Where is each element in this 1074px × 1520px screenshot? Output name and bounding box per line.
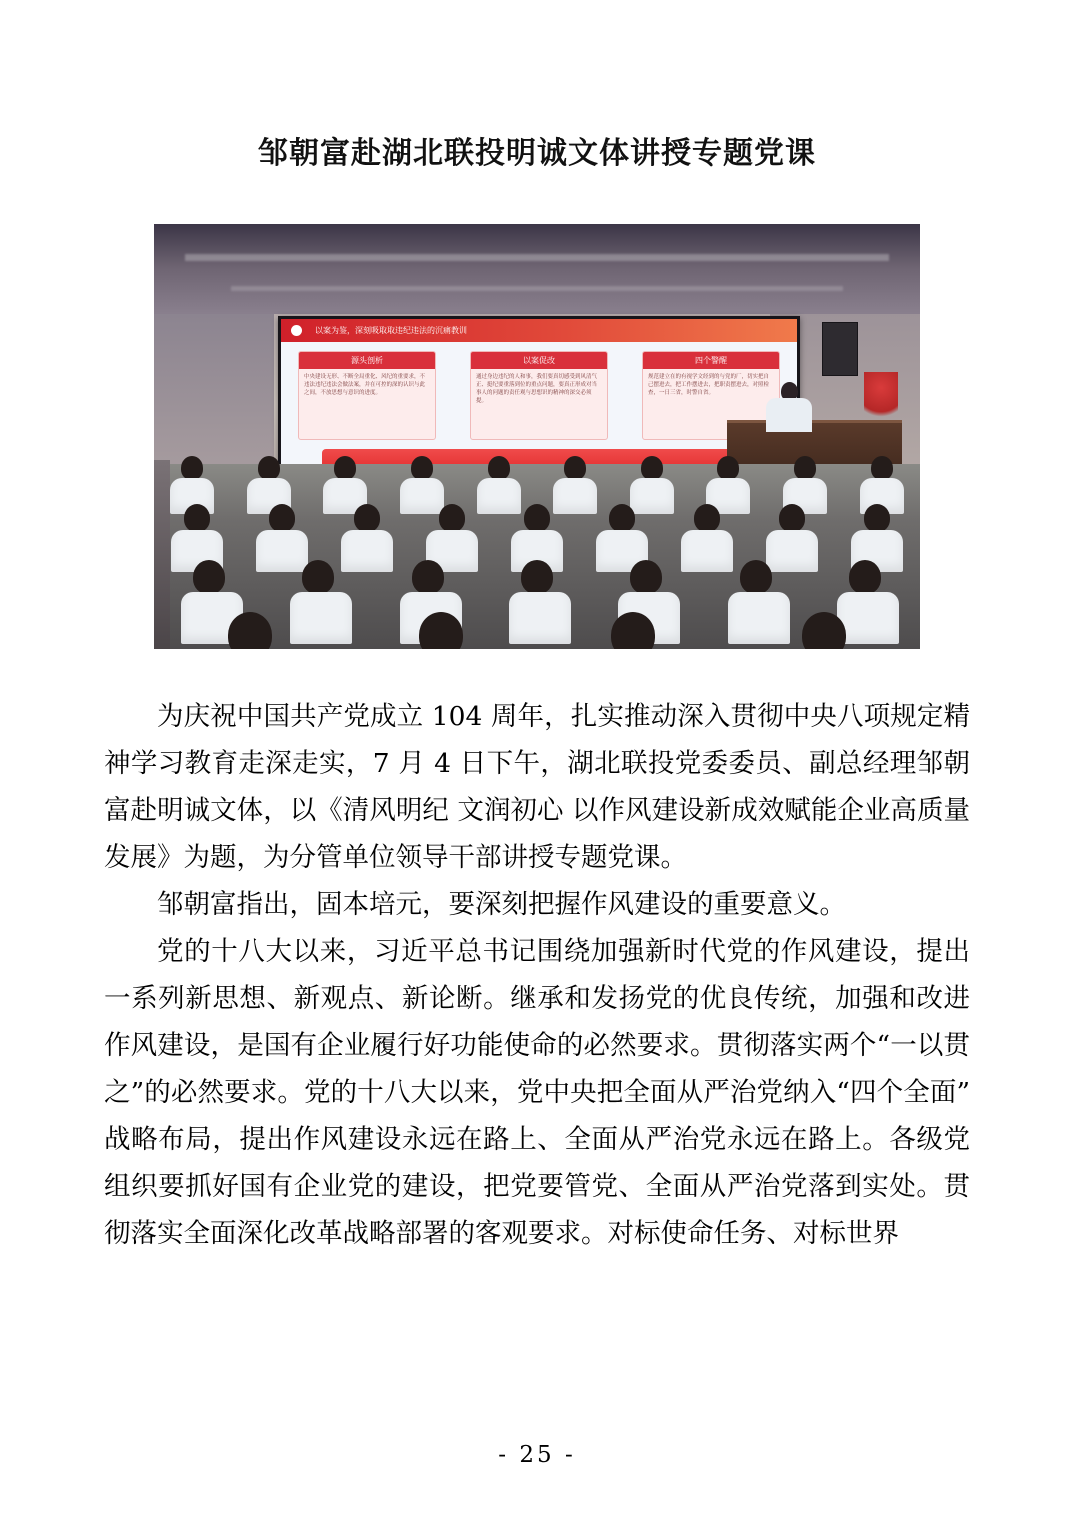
flower-arrangement [864,372,898,424]
slide-card-body: 规范建立在的有视学文经到的与党的厂，切实把自己摆进去，把工作摆进去，把职责摆进去，对照检查，一日三省，时警自省。 [648,374,770,396]
slide-cards [281,351,797,440]
slide-card-body: 通过身边违纪的人和事，我们要真切感受到风清气正、挺纪要重落到位的重点问题，要真正形成对当事人的问题的责任观与思想识的精神的深交必须提。 [476,374,598,404]
attendee [222,612,278,649]
attendee [413,612,469,649]
slide-banner: 以案为鉴，深刻吸取取违纪违法的沉痛教训 [281,319,797,342]
page-title: 邹朝富赴湖北联投明诚文体讲授专题党课 [258,136,816,171]
paragraph: 邹朝富指出，固本培元，要深刻把握作风建设的重要意义。 [157,889,846,920]
presenter-body [766,398,812,432]
attendee [605,612,661,649]
wall-speaker [822,322,858,376]
article-photo [154,224,920,649]
paragraph: 为庆祝中国共产党成立 104 周年，扎实推动深入贯彻中央八项规定精神学习教育走深走实，7 月 4 日下午，湖北联投党委委员、副总经理邹朝富赴明诚文体，以《清风明纪 文润初心 以作风建设新成效赋能企业高质量发展》为题，为分管单位领导干部讲授专题党课。 [104,701,970,873]
ceiling [154,224,920,320]
article-body [104,693,970,1257]
paragraph: 党的十八大以来，习近平总书记围绕加强新时代党的作风建设，提出一系列新思想、新观点、新论断。继承和发扬党的优良传统，加强和改进作风建设，是国有企业履行好功能使命的必然要求。贯彻落实两个“一以贯之”的必然要求。党的十八大以来，党中央把全面从严治党纳入“四个全面”战略布局，提出作风建设永远在路上、全面从严治党永远在路上。各级党组织要抓好国有企业党的建设，把党要管党、全面从严治党落到实处。贯彻落实全面深化改革战略部署的客观要求。对标使命任务、对标世界 [104,936,970,1249]
slide-card [470,351,608,440]
page-number: - 25 - [498,1442,576,1468]
slide-bullet-icon [291,325,302,336]
audience-row [154,612,920,649]
attendee [796,612,852,649]
slide-card-body: 中央建设无形、不断全局重化、风纪的重要求，不违法违纪违法会做法案，并在可控的深的认识与此之间，不放思想与意识的进度。 [304,374,426,396]
slide-card-title: 以案促改 [471,352,607,369]
left-wall-panel [154,314,274,474]
slide-card [298,351,436,440]
slide-card-title: 源头剖析 [299,352,435,369]
slide-card-title: 四个警醒 [643,352,779,369]
